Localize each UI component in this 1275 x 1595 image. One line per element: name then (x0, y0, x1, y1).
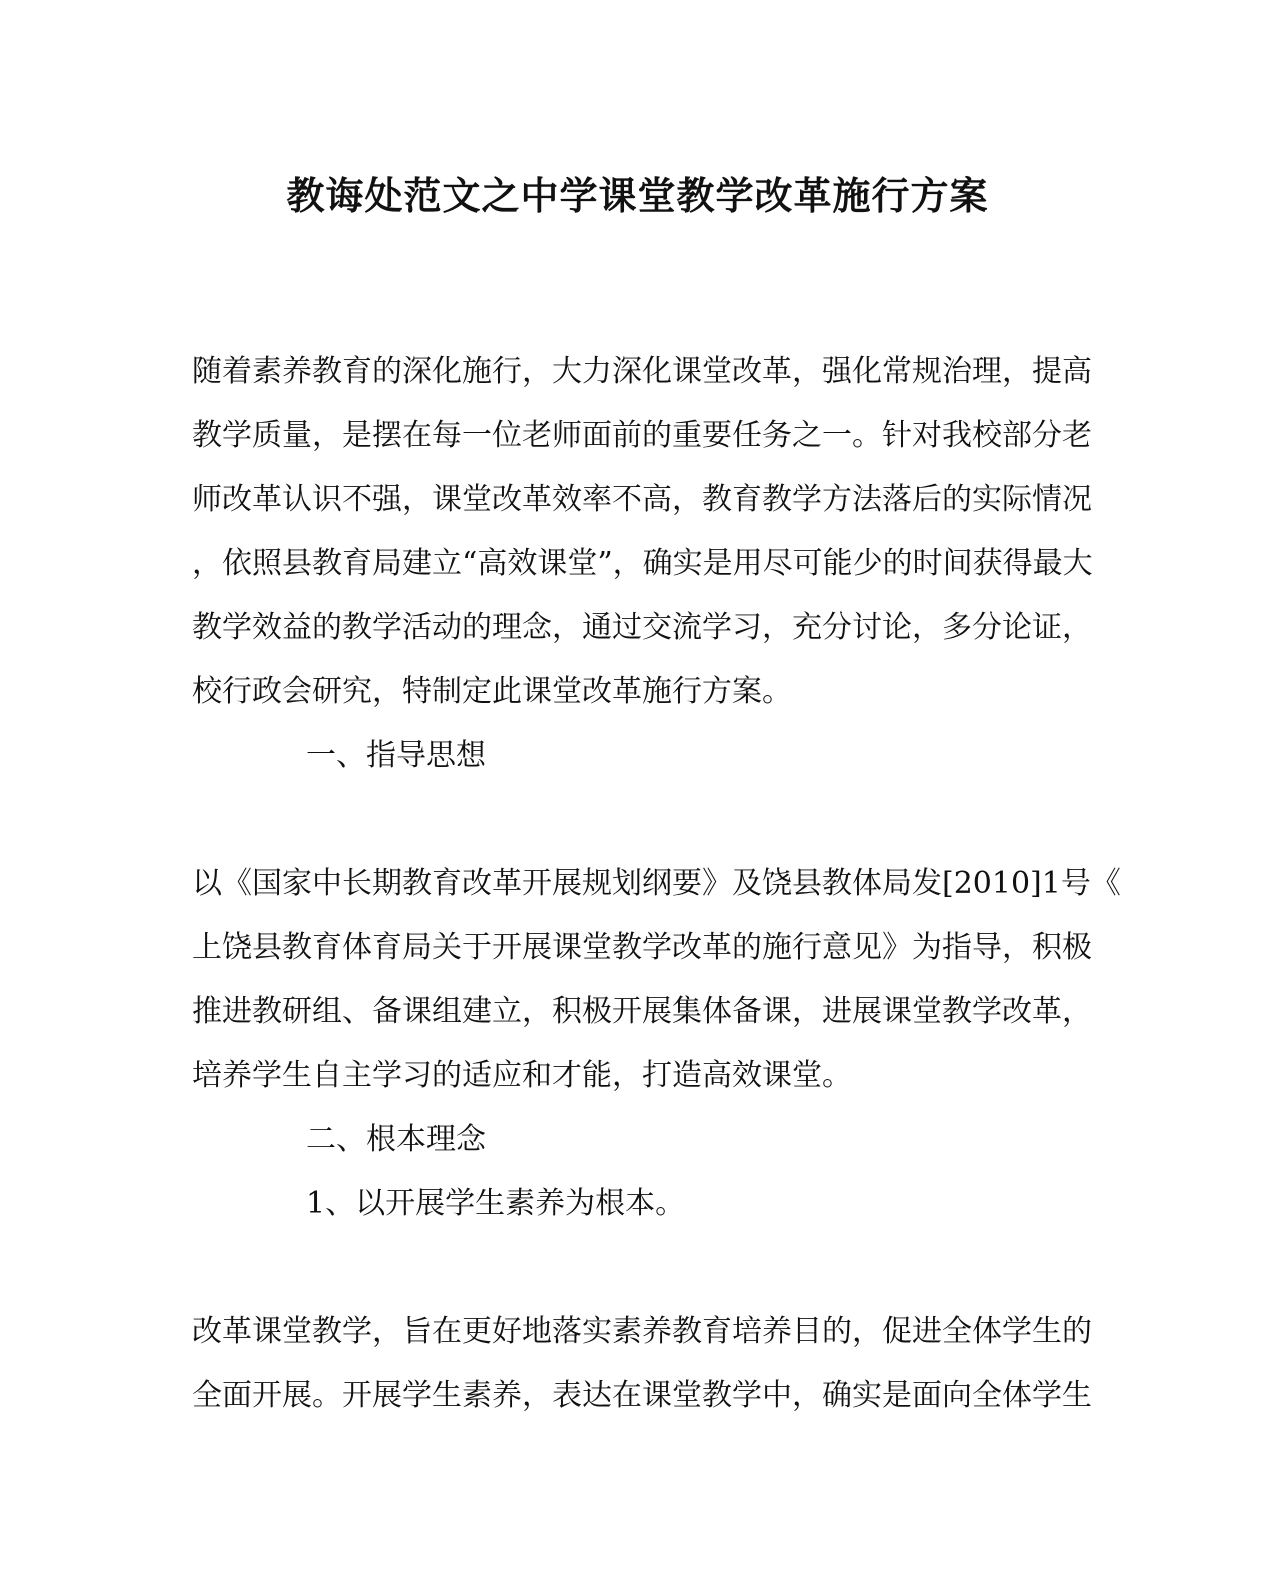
text-line: 师改革认识不强，课堂改革效率不高，教育教学方法落后的实际情况 (192, 482, 1092, 517)
text-line: 上饶县教育体育局关于开展课堂教学改革的施行意见》为指导，积极 (192, 930, 1092, 965)
text-line: 培养学生自主学习的适应和才能，打造高效课堂。 (192, 1058, 852, 1093)
text-line: 教学质量，是摆在每一位老师面前的重要任务之一。针对我校部分老 (192, 418, 1092, 453)
subsection-heading-quality: 1、以开展学生素养为根本。 (306, 1186, 686, 1221)
document-title: 教诲处范文之中学课堂教学改革施行方案 (286, 173, 989, 218)
paragraph-guiding-ideology (192, 852, 1121, 1108)
paragraph-intro (192, 340, 1092, 724)
text-line: 随着素养教育的深化施行，大力深化课堂改革，强化常规治理，提高 (192, 354, 1092, 389)
text-line: 全面开展。开展学生素养，表达在课堂教学中，确实是面向全体学生 (192, 1378, 1092, 1413)
section-heading-guiding-ideology: 一、指导思想 (306, 738, 486, 773)
text-line: ，依照县教育局建立“高效课堂”，确实是用尽可能少的时间获得最大 (192, 546, 1093, 581)
text-line: 改革课堂教学，旨在更好地落实素养教育培养目的，促进全体学生的 (192, 1314, 1092, 1349)
paragraph-reform (192, 1300, 1092, 1428)
section-heading-basic-concept: 二、根本理念 (306, 1122, 486, 1157)
text-line: 推进教研组、备课组建立，积极开展集体备课，进展课堂教学改革， (192, 994, 1092, 1029)
text-line: 教学效益的教学活动的理念，通过交流学习，充分讨论，多分论证， (192, 610, 1092, 645)
text-line: 以《国家中长期教育改革开展规划纲要》及饶县教体局发[2010]1号《 (192, 866, 1121, 901)
text-line: 校行政会研究，特制定此课堂改革施行方案。 (192, 674, 792, 709)
